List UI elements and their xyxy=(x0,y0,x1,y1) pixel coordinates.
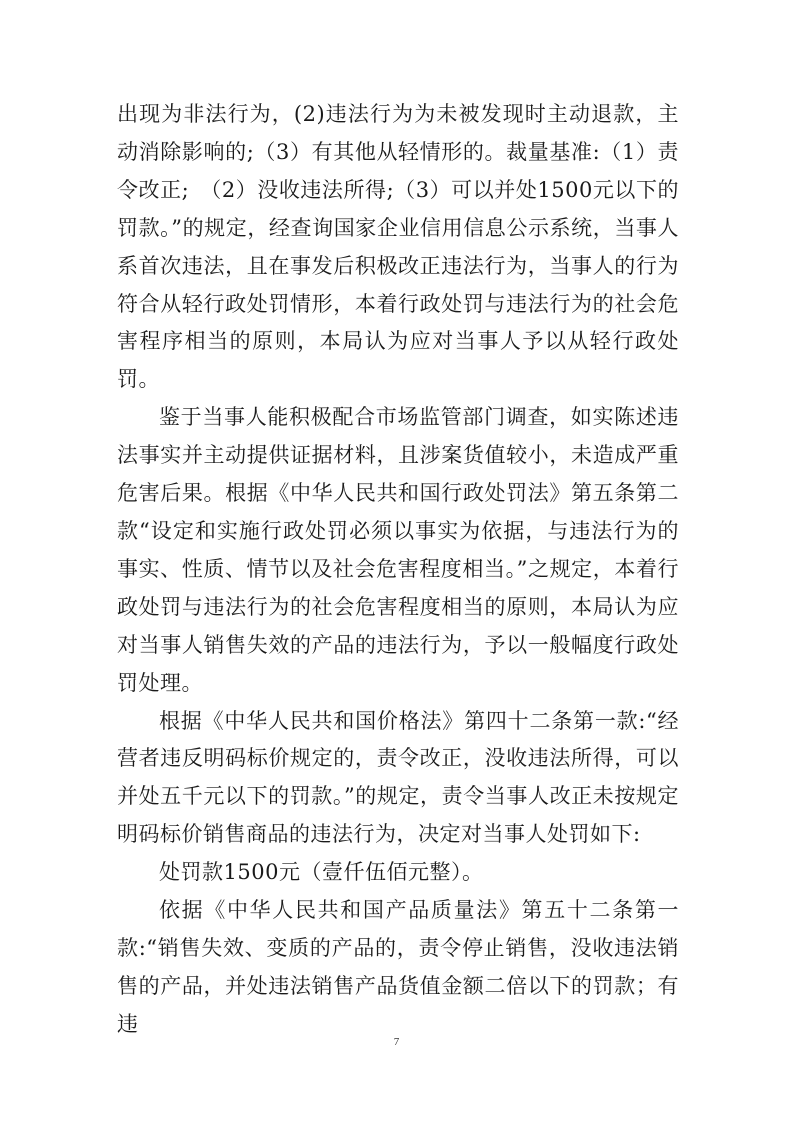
page-number: 7 xyxy=(393,1036,400,1048)
paragraph-mitigating-circumstances: 鉴于当事人能积极配合市场监管部门调查，如实陈述违法事实并主动提供证据材料，且涉案货值较小，未造成严重危害后果。根据《中华人民共和国行政处罚法》第五条第二款“设定和实施行政处罚必须以事实为依据，与违法行为的事实、性质、情节以及社会危害程度相当。”之规定，本着行政处罚与违法行为的社会危害程度相当的原则，本局认为应对当事人销售失效的产品的违法行为，予以一般幅度行政处罚处理。 xyxy=(117,405,679,695)
paragraph-continuation: 出现为非法行为，(2)违法行为为未被发现时主动退款，主动消除影响的;（3）有其他从轻情形的。裁量基准:（1）责令改正; （2）没收违法所得;（3）可以并处1500元以下的罚款。”的规定，经查询国家企业信用信息公示系统，当事人系首次违法，且在事发后积极改正违法行为，当事人的行为符合从轻行政处罚情形，本着行政处罚与违法行为的社会危害程序相当的原则，本局认为应对当事人予以从轻行政处罚。 xyxy=(117,102,679,392)
paragraph-fine-amount: 处罚款1500元（壹仟伍佰元整）。 xyxy=(159,860,484,885)
paragraph-price-law-penalty: 根据《中华人民共和国价格法》第四十二条第一款:“经营者违反明码标价规定的，责令改正，没收违法所得，可以并处五千元以下的罚款。”的规定，责令当事人改正未按规定明码标价销售商品的违法行为，决定对当事人处罚如下: xyxy=(117,708,679,847)
document-body xyxy=(117,96,679,1044)
paragraph-product-quality-law: 依据《中华人民共和国产品质量法》第五十二条第一款:“销售失效、变质的产品的，责令停止销售，没收违法销售的产品，并处违法销售产品货值金额二倍以下的罚款；有违 xyxy=(117,898,679,1036)
